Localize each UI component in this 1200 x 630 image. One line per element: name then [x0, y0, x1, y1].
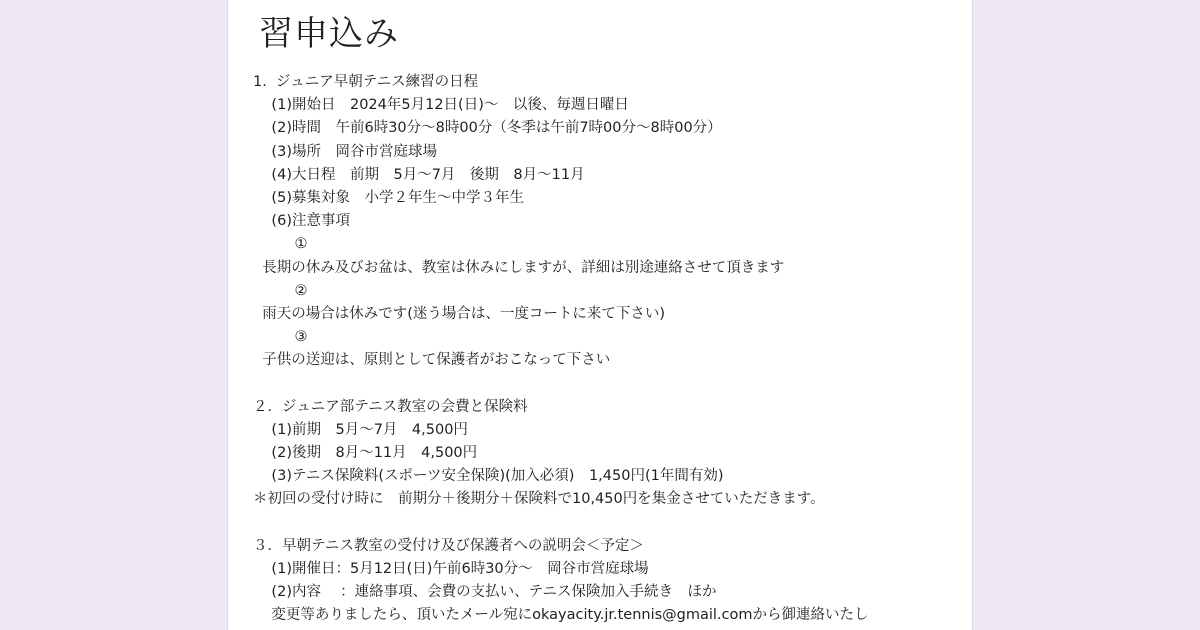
- description-line: 雨天の場合は休みです(迷う場合は、一度コートに来て下さい): [253, 305, 666, 322]
- description-line: ③: [253, 329, 308, 346]
- description-line: 子供の送迎は、原則として保護者がおこなって下さい: [253, 352, 611, 369]
- description-blank-line: [253, 512, 968, 535]
- description-line: ２．ジュニア部テニス教室の会費と保険料: [253, 398, 528, 415]
- description-line: (3)場所 岡谷市営庭球場: [253, 143, 437, 160]
- form-description: [253, 71, 968, 628]
- description-line: 変更等ありましたら、頂いたメール宛にokayacity.jr.tennis@gmail.comから御連絡いたし: [253, 607, 869, 624]
- description-line: 1. ジュニア早朝テニス練習の日程: [253, 74, 479, 90]
- description-line: (2)内容 ：連絡事項、会費の支払い、テニス保険加入手続き ほか: [253, 584, 717, 601]
- description-line: ①: [253, 236, 308, 253]
- form-description-card: [227, 0, 973, 630]
- description-line: ②: [253, 282, 308, 299]
- description-line: (5)募集対象 小学２年生～中学３年生: [253, 189, 524, 206]
- description-line: ＊初回の受付け時に 前期分＋後期分＋保険料で10,450円を集金させていただきます。: [253, 491, 825, 508]
- description-line: (2)時間 午前6時30分～8時00分（冬季は午前7時00分～8時00分）: [253, 120, 722, 137]
- description-blank-line: [253, 372, 968, 395]
- description-line: (2)後期 8月～11月 4,500円: [253, 445, 478, 461]
- description-line: (4)大日程 前期 5月～7月 後期 8月～11月: [253, 166, 585, 183]
- form-title: 習申込み: [259, 14, 399, 54]
- description-line: (1)前期 5月～7月 4,500円: [253, 421, 468, 438]
- description-line: (6)注意事項: [253, 213, 350, 230]
- description-line: (1)開催日：5月12日(日)午前6時30分～ 岡谷市営庭球場: [253, 560, 649, 577]
- description-line: (3)テニス保険料(スポーツ安全保険)(加入必須) 1,450円(1年間有効): [253, 468, 724, 485]
- description-line: ３．早朝テニス教室の受付け及び保護者への説明会＜予定＞: [253, 537, 644, 554]
- description-line: 長期の休み及びお盆は、教室は休みにしますが、詳細は別途連絡させて頂きます: [253, 259, 785, 276]
- description-line: (1)開始日 2024年5月12日(日)～ 以後、毎週日曜日: [253, 97, 629, 114]
